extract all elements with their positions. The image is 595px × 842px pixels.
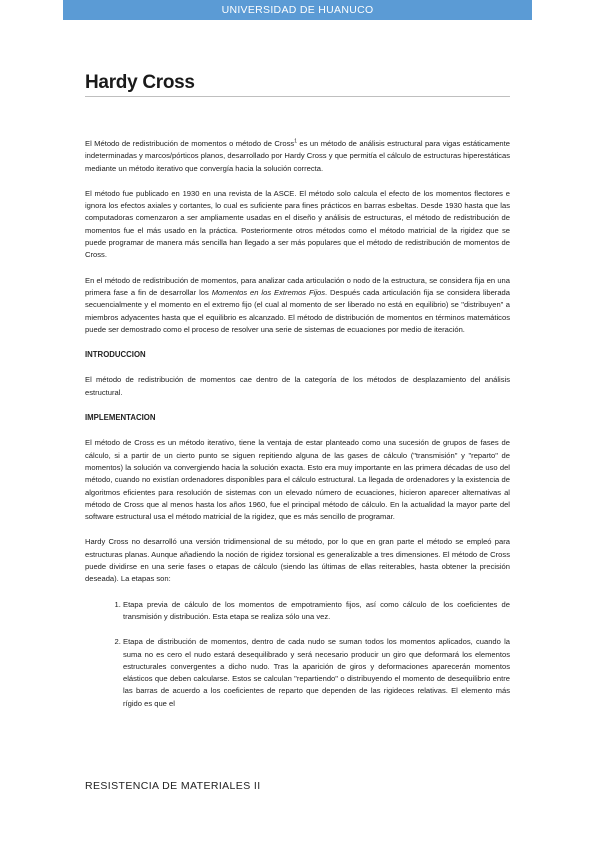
paragraph-intro-definition: El Método de redistribución de momentos o método de Cross$^1$ es un método de análisis estructural para vigas estáticamente indeterminadas y marcos/pórticos planos, desarrollado por Hardy Cross y que permitía el cálculo de estructuras hiperestáticas mediante un método iterativo que convergía hacia la solución correcta. [85, 138, 510, 173]
footer-text: RESISTENCIA DE MATERIALES II [85, 780, 261, 792]
footnote-reference[interactable]: 1 [294, 138, 297, 145]
page-footer [85, 780, 261, 792]
paragraph-method-description: En el método de redistribución de momentos, para analizar cada articulación o nodo de la estructura, se considera fija en una primera fase a fin de desarrollar los Momentos en los Extremos Fijos. Después cada articulación fija se considera liberada secuencialmente y el momento en el extremo fijo (el cual al momento de ser liberado no está en equilibrio) se "distribuyen" a miembros adyacentes hasta que el equilibrio es alcanzado. El método de distribución de momentos en términos matemáticos puede ser demostrado como el proceso de resolver una serie de sistemas de ecuaciones por medio de iteración. [85, 275, 510, 334]
paragraph-implementacion-2: Hardy Cross no desarrolló una versión tridimensional de su método, por lo que en gran parte el método se empleó para estructuras planas. Aunque añadiendo la noción de rigidez torsional es generalizable a tres dimensiones. El método de Cross puede dividirse en una serie fases o etapas de cálculo (siendo las últimas de ellas reiterables, hasta obtener la precisión deseada). La etapas son: [85, 537, 510, 584]
steps-list [85, 599, 510, 710]
heading-introduccion: INTRODUCCION [85, 350, 146, 360]
header-text: UNIVERSIDAD DE HUANUCO [221, 4, 374, 16]
heading-implementacion: IMPLEMENTACION [85, 413, 156, 423]
page-header [63, 0, 532, 20]
paragraph-introduccion: El método de redistribución de momentos cae dentro de la categoría de los métodos de desplazamiento del análisis estructural. [85, 375, 510, 397]
paragraph-history: El método fue publicado en 1930 en una revista de la ASCE. El método solo calcula el efecto de los momentos flectores e ignora los efectos axiales y cortantes, lo cual es suficiente para fines prácticos en barras esbeltas. Desde 1930 hasta que las computadoras comenzaron a ser ampliamente usadas en el diseño y análisis de estructuras, el método de redistribución de momentos fue el más usado en la práctica. Posteriormente otros métodos como el método matricial de la rigidez que se puede programar de manera más sencilla han llegado a ser más populares que el método de redistribución de momentos de Cross. [85, 188, 510, 260]
document-body [85, 138, 510, 723]
paragraph-implementacion-1: El método de Cross es un método iterativo, tiene la ventaja de estar planteado como una sucesión de grupos de fases de cálculo, si a partir de un cierto punto se siguen repitiendo alguna de las gases de cálculo ("transmisión" y "reparto" de momentos) la solución va convergiendo hacia la solución exacta. Esto era muy importante en las primera décadas de uso del método, cuando no existían ordenadores disponibles para el cálculo estructural. La llegada de ordenadores y la existencia de algoritmos eficientes para resolución de sistemas con un elevado número de ecuaciones, hicieron aparecer alternativas al método de Cross que al menos hasta los años 1960, fue el principal método de cálculo. En la actualidad la mayor parte del software estructural usa el método matricial de la rigidez, que es más sencillo de programar. [85, 438, 510, 522]
list-item: 1. Etapa previa de cálculo de los momentos de empotramiento fijos, así como cálculo de los coeficientes de transmisión y distribución. Esta etapa se realiza sólo una vez. [123, 599, 510, 624]
document-title: Hardy Cross [85, 72, 510, 97]
list-item: 2. Etapa de distribución de momentos, dentro de cada nudo se suman todos los momentos aplicados, cuando la suma no es cero el nudo estará desequilibrado y será necesario producir un giro que deformará los elementos estructurales convergentes a dicho nudo. Tras la aparición de giros y deformaciones aparecerán momentos elásticos que deben calcularse. Estos se calculan "repartiendo" o distribuyendo el momento de desequilibrio entre las barras de acuerdo a los coeficientes de reparto que dependen de las rigideces relativas. El elemento más rígido es que el [123, 636, 510, 710]
